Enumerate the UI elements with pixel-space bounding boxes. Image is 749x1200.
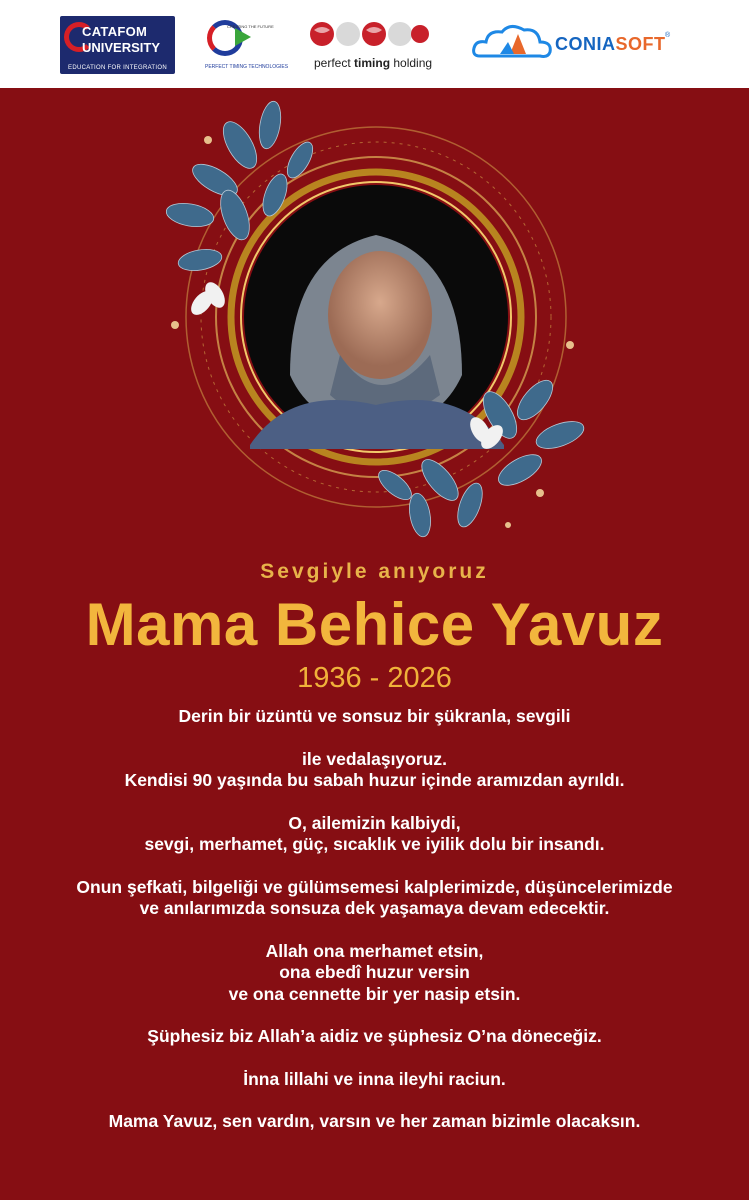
- portrait-wreath: [140, 85, 610, 545]
- memorial-subtitle: Sevgiyle anıyoruz: [260, 560, 489, 583]
- pth-logo-name: perfect timing holding: [314, 56, 433, 70]
- coniasoft-logo-text: CONIASOFT: [555, 34, 666, 54]
- perfect-timing-holding-logo: [306, 18, 436, 78]
- catafom-logo-line2: UNIVERSITY: [82, 40, 161, 55]
- catafom-logo-line1: CATAFOM: [82, 24, 148, 39]
- ptt-logo-slogan: CREATING THE FUTURE: [227, 24, 274, 29]
- catafom-logo-tagline: EDUCATION FOR INTEGRATION: [68, 65, 167, 71]
- catafom-university-logo: [60, 16, 175, 74]
- message-line: Kendisi 90 yaşında bu sabah huzur içinde aramızdan ayrıldı.: [124, 770, 625, 790]
- portrait-photo: [244, 185, 508, 449]
- ptt-logo-name: PERFECT TIMING TECHNOLOGIES: [205, 64, 289, 70]
- message-line: ile vedalaşıyoruz.: [302, 748, 447, 769]
- coniasoft-registered-mark: ®: [665, 32, 671, 39]
- message-line: Onun şefkati, bilgeliği ve gülümsemesi kalplerimizde, düşüncelerimizde: [76, 876, 673, 897]
- deceased-name: Mama Behice Yavuz: [85, 591, 664, 658]
- message-line: Şüphesiz biz Allah’a aidiz ve şüphesiz O’na döneceğiz.: [147, 1026, 602, 1046]
- message-line: Mama Yavuz, sen vardın, varsın ve her zaman bizimle olacaksın.: [108, 1111, 641, 1131]
- message-line: ve ona cennette bir yer nasip etsin.: [228, 983, 521, 1004]
- message-line: Allah ona merhamet etsin,: [265, 940, 484, 961]
- message-line: sevgi, merhamet, güç, sıcaklık ve iyilik dolu bir insandı.: [144, 834, 605, 854]
- condolence-message: [20, 706, 729, 1133]
- life-years: 1936 - 2026: [297, 662, 452, 694]
- message-line: İnna lillahi ve inna ileyhi raciun.: [243, 1068, 506, 1089]
- message-line: ona ebedî huzur versin: [279, 962, 470, 982]
- sponsor-logo-bar: [0, 0, 749, 88]
- message-line: Derin bir üzüntü ve sonsuz bir şükranla, sevgili: [178, 706, 571, 726]
- message-line: O, ailemizin kalbiydi,: [288, 812, 461, 833]
- cloud-icon: [470, 20, 560, 68]
- message-line: ve anılarımızda sonsuza dek yaşamaya devam edecektir.: [139, 898, 610, 918]
- perfect-timing-technologies-logo: [205, 18, 289, 78]
- globes-icon: [308, 20, 430, 48]
- coniasoft-logo: [470, 20, 680, 80]
